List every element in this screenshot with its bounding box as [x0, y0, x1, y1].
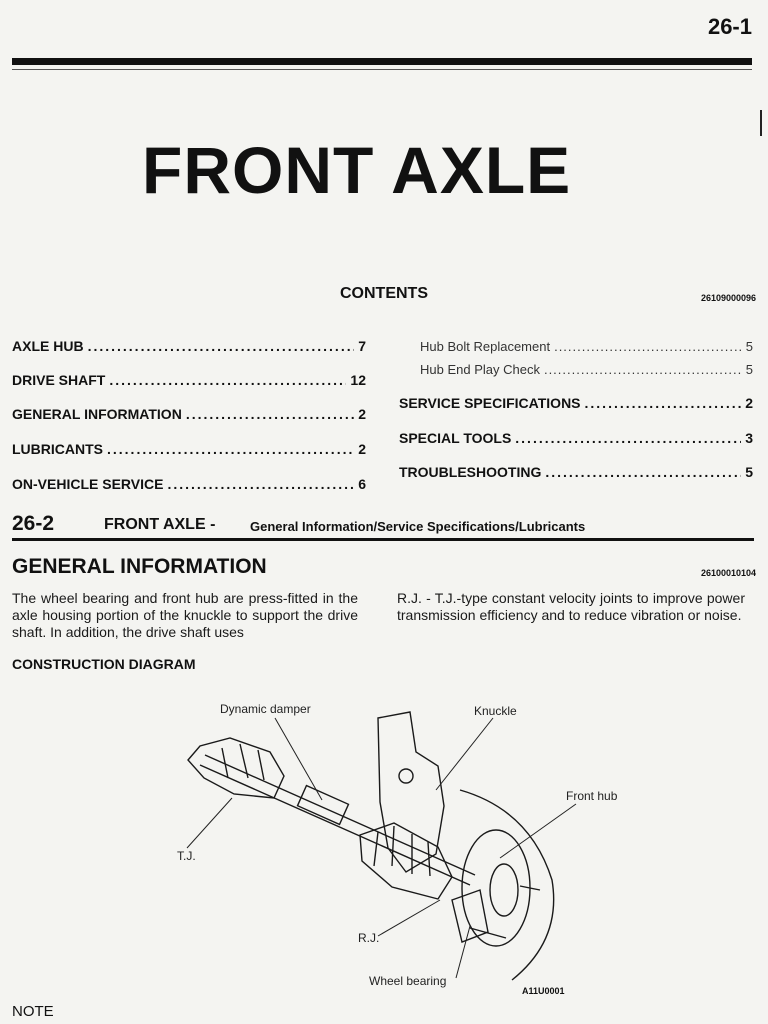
- toc-label: AXLE HUB: [12, 338, 84, 354]
- leader-dynamic-damper: [275, 718, 322, 800]
- label-wheel-bearing: Wheel bearing: [369, 974, 447, 988]
- rj-boot: [360, 823, 452, 899]
- leader-tj: [187, 798, 232, 848]
- toc-label: TROUBLESHOOTING: [399, 464, 542, 480]
- toc-page: 5: [745, 362, 753, 377]
- leader-front-hub: [500, 804, 576, 858]
- general-information-heading: GENERAL INFORMATION: [12, 555, 267, 578]
- toc-page: 2: [358, 441, 366, 457]
- label-tj: T.J.: [177, 849, 196, 863]
- toc-page: 5: [745, 339, 753, 354]
- front-hub-outline: [460, 790, 554, 980]
- knuckle-body: [378, 712, 444, 872]
- label-front-hub: Front hub: [566, 789, 618, 803]
- toc-page: 5: [745, 464, 753, 480]
- toc-label: Hub End Play Check: [420, 362, 540, 377]
- toc-label: GENERAL INFORMATION: [12, 406, 182, 422]
- toc-label: DRIVE SHAFT: [12, 372, 106, 388]
- label-dynamic-damper: Dynamic damper: [220, 702, 311, 716]
- general-information-code: 26100010104: [700, 568, 756, 578]
- section-number: 26-2: [12, 512, 55, 535]
- toc-page: 6: [358, 476, 366, 492]
- label-rj: R.J.: [358, 931, 380, 945]
- toc-label: LUBRICANTS: [12, 441, 103, 457]
- section-subtitle: General Information/Service Specifications/Lubricants: [250, 519, 586, 534]
- label-knuckle: Knuckle: [474, 704, 517, 718]
- figure-code: A11U0001: [522, 986, 565, 996]
- tj-boot-ribs: [222, 744, 264, 780]
- note-heading: NOTE: [12, 1003, 54, 1020]
- drive-shaft-line: [205, 755, 475, 875]
- section-title: FRONT AXLE -: [104, 516, 216, 533]
- toc-page: 2: [745, 395, 753, 411]
- contents-heading: CONTENTS: [340, 285, 428, 302]
- toc-label: Hub Bolt Replacement: [420, 339, 551, 354]
- toc-page: 3: [745, 430, 753, 446]
- leader-rj: [378, 900, 440, 936]
- front-hub-center: [490, 864, 518, 916]
- chapter-title: FRONT AXLE: [142, 133, 572, 207]
- toc-page: 12: [350, 372, 366, 388]
- general-information-paragraph-left: The wheel bearing and front hub are press-fitted in the axle housing portion of the knuckle to support the drive shaft. In addition, the drive shaft uses: [12, 590, 358, 640]
- toc-label: ON-VEHICLE SERVICE: [12, 476, 164, 492]
- toc-label: SERVICE SPECIFICATIONS: [399, 395, 581, 411]
- page-number: 26-1: [707, 14, 752, 39]
- tj-boot: [188, 738, 284, 798]
- toc-page: 2: [358, 406, 366, 422]
- leader-wheel-bearing: [456, 926, 470, 978]
- leader-knuckle: [436, 718, 493, 790]
- construction-diagram-heading: CONSTRUCTION DIAGRAM: [12, 656, 196, 672]
- general-information-paragraph-right: R.J. - T.J.-type constant velocity joints to improve power transmission efficiency and to reduce vibration or noise.: [397, 590, 745, 623]
- wheel-bearing-body: [452, 890, 488, 942]
- knuckle-bolt: [399, 769, 413, 783]
- contents-code: 26109000096: [700, 293, 756, 303]
- dynamic-damper-body: [298, 786, 349, 825]
- toc-label: SPECIAL TOOLS: [399, 430, 512, 446]
- toc-page: 7: [358, 338, 366, 354]
